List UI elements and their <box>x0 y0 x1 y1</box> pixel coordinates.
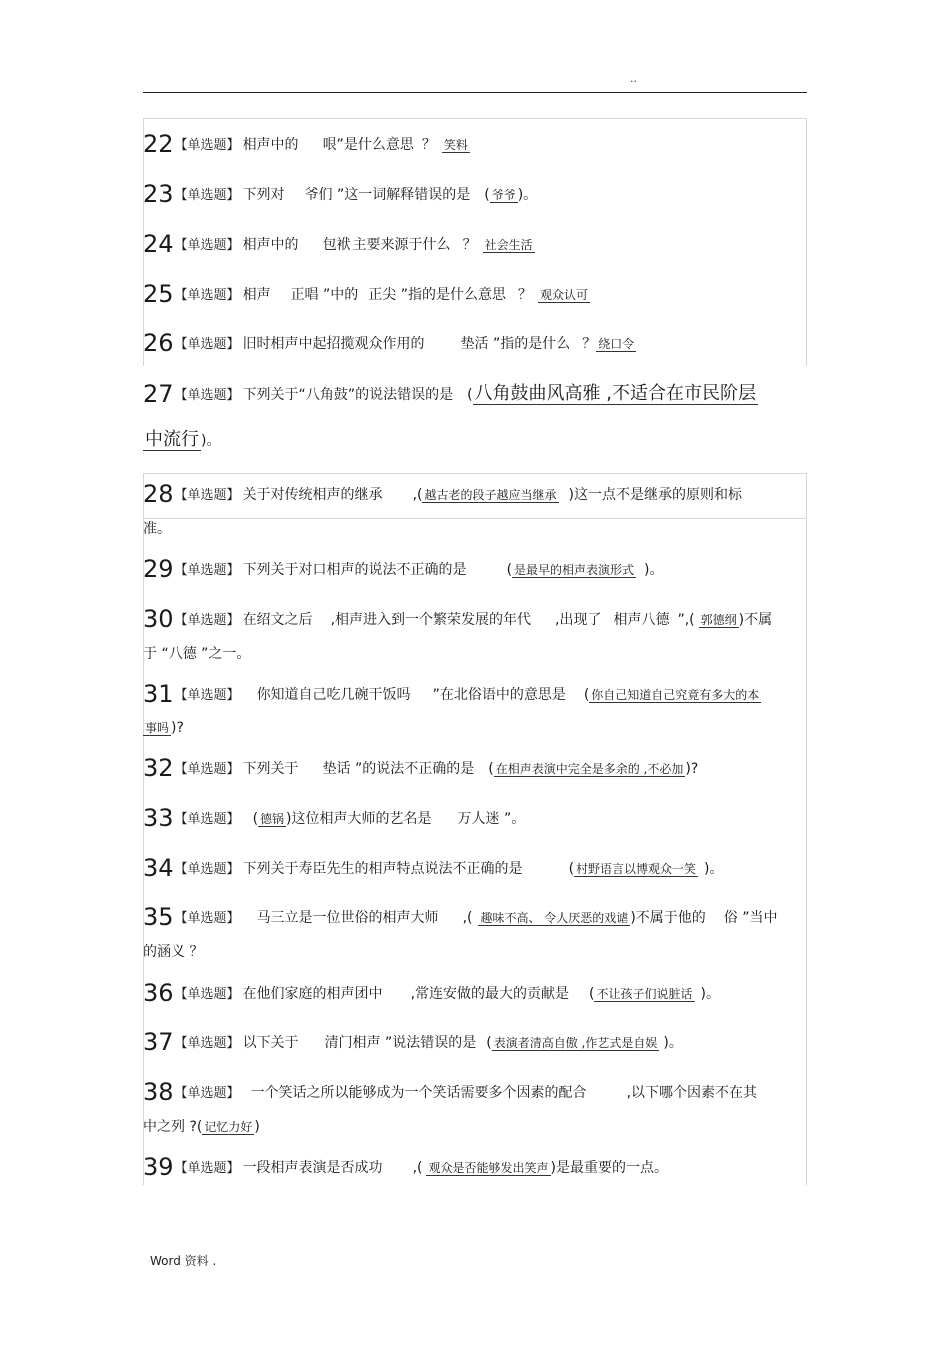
answer: 村野语言以博观众一笑 <box>576 862 697 876</box>
header-rule <box>143 92 807 93</box>
question-35-line-2: 的涵义 ？ <box>143 944 204 960</box>
question-24: 24【单选题】 相声中的 包袱 主要来源于什么 ？ 社会生活 <box>143 230 533 258</box>
question-number: 22 <box>143 130 174 158</box>
answer: 德锅 <box>260 812 285 826</box>
question-type: 【单选题】 <box>174 138 240 153</box>
answer: 在相声表演中完全是多余的 ,不必加 <box>495 762 684 776</box>
question-26: 26【单选题】 旧时相声中起招揽观众作用的 垫活 ”指的是什么 ？ 绕口令 <box>143 329 635 357</box>
answer-continued: 事吗 <box>145 721 170 735</box>
box-top-line <box>143 118 807 119</box>
answer: 观众是否能够发出笑声 <box>428 1161 549 1175</box>
answer: 是最早的相声表演形式 <box>514 563 635 577</box>
question-32: 32【单选题】 下列关于 垫话 ”的说法不正确的是 ( 在相声表演中完全是多余的 ,不必加 )? <box>143 754 699 782</box>
box-top-line-2 <box>143 473 807 474</box>
question-22: 22【单选题】 相声中的 哏”是什么意思 ？ 笑料 <box>143 130 468 158</box>
question-35: 35【单选题】 马三立是一位世俗的相声大师 ,( 趣味不高、 令人厌恶的戏谑 )不属于他的 俗 ”当中 <box>143 903 778 931</box>
question-30-line-2: 于 “八德 ”之一。 <box>143 646 251 662</box>
question-33: 33【单选题】 ( 德锅 )这位相声大师的艺名是 万人迷 ”。 <box>143 804 526 832</box>
answer: 郭德纲 <box>700 613 737 627</box>
question-37: 37【单选题】 以下关于 清门相声 ”说法错误的是 ( 表演者清高自傲 ,作艺式是自娱 )。 <box>143 1028 683 1056</box>
answer: 越古老的段子越应当继承 <box>424 488 557 502</box>
answer: 绕口令 <box>598 337 635 351</box>
question-38: 38【单选题】 一个笑话之所以能够成为一个笑话需要多个因素的配合 ,以下哪个因素不在其 <box>143 1078 758 1106</box>
answer: 不让孩子们说脏话 <box>596 987 693 1001</box>
question-34: 34【单选题】 下列关于寿臣先生的相声特点说法不正确的是 ( 村野语言以博观众一笑 )。 <box>143 854 724 882</box>
answer: 笑料 <box>443 138 468 152</box>
question-39: 39【单选题】 一段相声表演是否成功 ,( 观众是否能够发出笑声 )是最重要的一点。 <box>143 1153 668 1181</box>
footer-text: Word 资料 . <box>150 1254 217 1268</box>
answer: 观众认可 <box>539 288 588 302</box>
question-29: 29【单选题】 下列关于对口相声的说法不正确的是 ( 是最早的相声表演形式 )。 <box>143 555 664 583</box>
question-25: 25【单选题】 相声 正唱 ”中的 正尖 ”指的是什么意思 ？ 观众认可 <box>143 280 588 308</box>
answer: 社会生活 <box>484 238 533 252</box>
question-30: 30【单选题】 在绍文之后 ,相声进入到一个繁荣发展的年代 ,出现了 相声八德 ”,( 郭德纲 )不属 <box>143 605 773 633</box>
answer: 爷爷 <box>491 188 516 202</box>
question-23: 23【单选题】 下列对 爷们 ”这一词解释错误的是 ( 爷爷 )。 <box>143 180 538 208</box>
question-28-line-2: 准。 <box>143 521 171 537</box>
answer: 记忆力好 <box>204 1120 253 1134</box>
question-27-line-2: 中流行 )。 <box>145 429 221 450</box>
answer-continued: 中流行 <box>145 429 199 450</box>
answer: 你自己知道自己究竟有多大的本 <box>591 688 760 702</box>
answer: 八角鼓曲风高雅 ,不适合在市民阶层 <box>474 383 756 404</box>
box-mid-line-2 <box>143 518 807 519</box>
header-marks: .. <box>630 72 637 85</box>
answer: 趣味不高、 令人厌恶的戏谑 <box>480 911 629 925</box>
question-36: 36【单选题】 在他们家庭的相声团中 ,常连安做的最大的贡献是 ( 不让孩子们说脏话 )。 <box>143 979 720 1007</box>
question-38-line-2: 中之列 ?( 记忆力好 ) <box>143 1119 260 1135</box>
question-31: 31【单选题】 你知道自己吃几碗干饭吗 ”在北俗语中的意思是 ( 你自己知道自己究竟有多大的本 <box>143 680 760 708</box>
question-28: 28【单选题】 关于对传统相声的继承 ,( 越古老的段子越应当继承 )这一点不是继承的原则和标 <box>143 480 742 508</box>
question-27: 27【单选题】 下列关于“八角鼓”的说法错误的是 ( 八角鼓曲风高雅 ,不适合在市民阶层 <box>143 380 756 408</box>
answer: 表演者清高自傲 ,作艺式是自娱 <box>493 1036 658 1050</box>
question-31-line-2: 事吗 )? <box>145 720 184 736</box>
